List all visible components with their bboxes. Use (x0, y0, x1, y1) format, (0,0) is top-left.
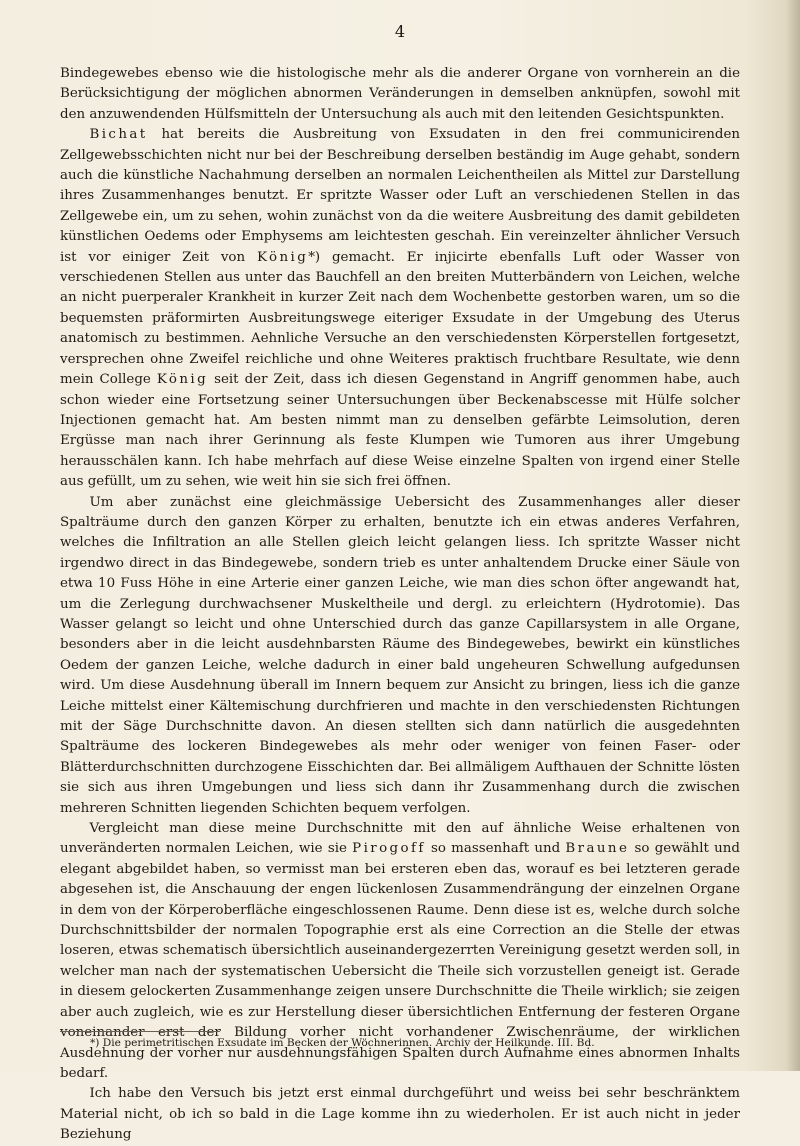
text-run: Vergleicht man diese meine Durchschnitte mit den auf ähnliche Weise erhaltenen von unveränderten normalen Leichen, wie sie (60, 821, 740, 857)
paragraph (60, 64, 740, 125)
footnote-rule (60, 1031, 220, 1032)
text-run: seit der Zeit, dass ich diesen Gegenstand in Angriff genommen habe, auch schon wieder eine Fortsetzung seiner Untersuchungen über Beckenabscesse mit Hülfe solcher Injectionen gemacht hat. Am besten nimmt man zu denselben gefärbte Leimsolution, deren Ergüsse man nach ihrer Gerinnung als feste Klumpen wie Tumoren aus ihrer Umgebung herausschälen kann. Ich habe mehrfach auf diese Weise einzelne Spalten von irgend einer Stelle aus gefüllt, um zu sehen, wie weit hin sie sich frei öffnen. (60, 372, 740, 490)
spaced-name: Bichat (89, 127, 148, 143)
spaced-name: Braune (565, 841, 630, 857)
page-edge-shadow (786, 0, 800, 1071)
footnote: *) Die perimetritischen Exsudate im Becken der Wöchnerinnen. Archiv der Heilkunde. III. Bd. (90, 1037, 595, 1049)
spaced-name: Pirogoff (352, 841, 426, 857)
text-run: *) gemacht. Er injicirte ebenfalls Luft oder Wasser von verschiedenen Stellen aus unter das Bauchfell an den breiten Mutterbändern von Leichen, welche an nicht puerperaler Krankheit in kurzer Zeit nach dem Wochenbette gestorben waren, um so die bequemsten präformirten Ausbreitungswege eiteriger Exsudate in der Umgebung des Uterus anatomisch zu bestimmen. Aehnliche Versuche an den verschiedensten Körperstellen fortgesetzt, versprechen ohne Zweifel reichliche und ohne Weiteres praktisch fruchtbare Resultate, wie denn mein College (60, 249, 740, 388)
spaced-name: König (156, 372, 209, 388)
text-run: Ich habe den Versuch bis jetzt erst einmal durchgeführt und weiss bei sehr beschränktem Material nicht, ob ich so bald in die Lage komme ihn zu wiederholen. Er ist auch nicht in jeder Beziehung (60, 1086, 740, 1143)
text-run: hat bereits die Ausbreitung von Exsudaten in den frei communicirenden Zellgewebsschichten nicht nur bei der Beschreibung derselben beständig im Auge gehabt, sondern auch die künstliche Nachahmung derselben an normalen Leichentheilen als Mittel zur Darstellung ihres Zusammenhanges benutzt. Er spritzte Wasser oder Luft an verschiedenen Stellen in das Zellgewebe ein, um zu sehen, wohin zunächst von da die weitere Ausbreitung des damit gebildeten künstlichen Oedems oder Emphysems am leichtesten geschah. Ein vereinzelter ähnlicher Versuch ist vor einiger Zeit von (60, 127, 740, 265)
paragraph (60, 1084, 740, 1145)
text-run: Um aber zunächst eine gleichmässige Uebersicht des Zusammenhanges aller dieser Spalträume durch den ganzen Körper zu erhalten, benutzte ich ein etwas anderes Verfahren, welches die Infiltration an alle Stellen gleich leicht gelangen liess. Ich spritzte Wasser nicht irgendwo direct in das Bindegewebe, sondern trieb es unter anhaltendem Drucke einer Säule von etwa 10 Fuss Höhe in eine Arterie einer ganzen Leiche, wie man dies schon öfter angewandt hat, um die Zerlegung durchwachsener Muskeltheile und dergl. zu erleichtern (Hydrotomie). Das Wasser gelangt so leicht und ohne Unterschied durch das ganze Capillarsystem in alle Organe, besonders aber in die leicht ausdehnbarsten Räume des Bindegewebes, bewirkt ein künstliches Oedem der ganzen Leiche, welche dadurch in einer bald ungeheuren Schwellung aufgedunsen wird. Um diese Ausdehnung überall im Innern bequem zur Ansicht zu bringen, liess ich die ganze Leiche mittelst einer Kältemischung durchfrieren und machte in den verschiedensten Richtungen mit der Säge Durchschnitte davon. An diesen stellten sich dann natürlich die ausgedehnten Spalträume des lockeren Bindegewebes als mehr oder weniger von feinen Faser- oder Blätterdurchschnitten durchzogene Eisschichten dar. Bei allmäligem Aufthauen der Schnitte lösten sie sich aus ihren Umgebungen und liess sich dann ihr Zusammenhang durch die zwischen mehreren Schnitten liegenden Schichten bequem verfolgen. (60, 494, 740, 816)
text-run: Bindegewebes ebenso wie die histologische mehr als die anderer Organe von vornherein an die Berücksichtigung der möglichen abnormen Veränderungen in demselben anknüpfen, sowohl mit den anzuwendenden Hülfsmitteln der Untersuchung als auch mit den leitenden Gesichtspunkten. (60, 66, 740, 122)
body-text (60, 64, 740, 1146)
spaced-name: König (256, 249, 309, 265)
text-run: so gewählt und elegant abgebildet haben, so vermisst man bei ersteren eben das, worauf es bei letzteren gerade abgesehen ist, die Anschauung der engen lückenlosen Zusammendrängung der einzelnen Organe in dem von der Körperoberfläche eingeschlossenen Raume. Denn diese ist es, welche durch solche Durchschnittsbilder der normalen Topographie erst als eine Correction an die Stelle der etwas loseren, etwas schematisch übersichtlich auseinandergezerrten Vereinigung gesetzt werden soll, in welcher man nach der systematischen Uebersicht die Theile sich vorzustellen geneigt ist. Gerade in diesem gelockerten Zusammenhange zeigen unsere Durchschnitte die Theile wirklich; sie zeigen aber auch zugleich, wie es zur Herstellung dieser übersichtlichen Entfernung der festeren Organe voneinander erst der Bildung vorher nicht vorhandener Zwischenräume, der wirklichen Ausdehnung der vorher nur ausdehnungsfähigen Spalten durch Aufnahme eines abnormen Inhalts bedarf. (60, 841, 740, 1081)
paragraph (60, 125, 740, 492)
text-run: so massenhaft und (425, 841, 566, 857)
paragraph (60, 493, 740, 820)
page-number: 4 (394, 22, 406, 41)
